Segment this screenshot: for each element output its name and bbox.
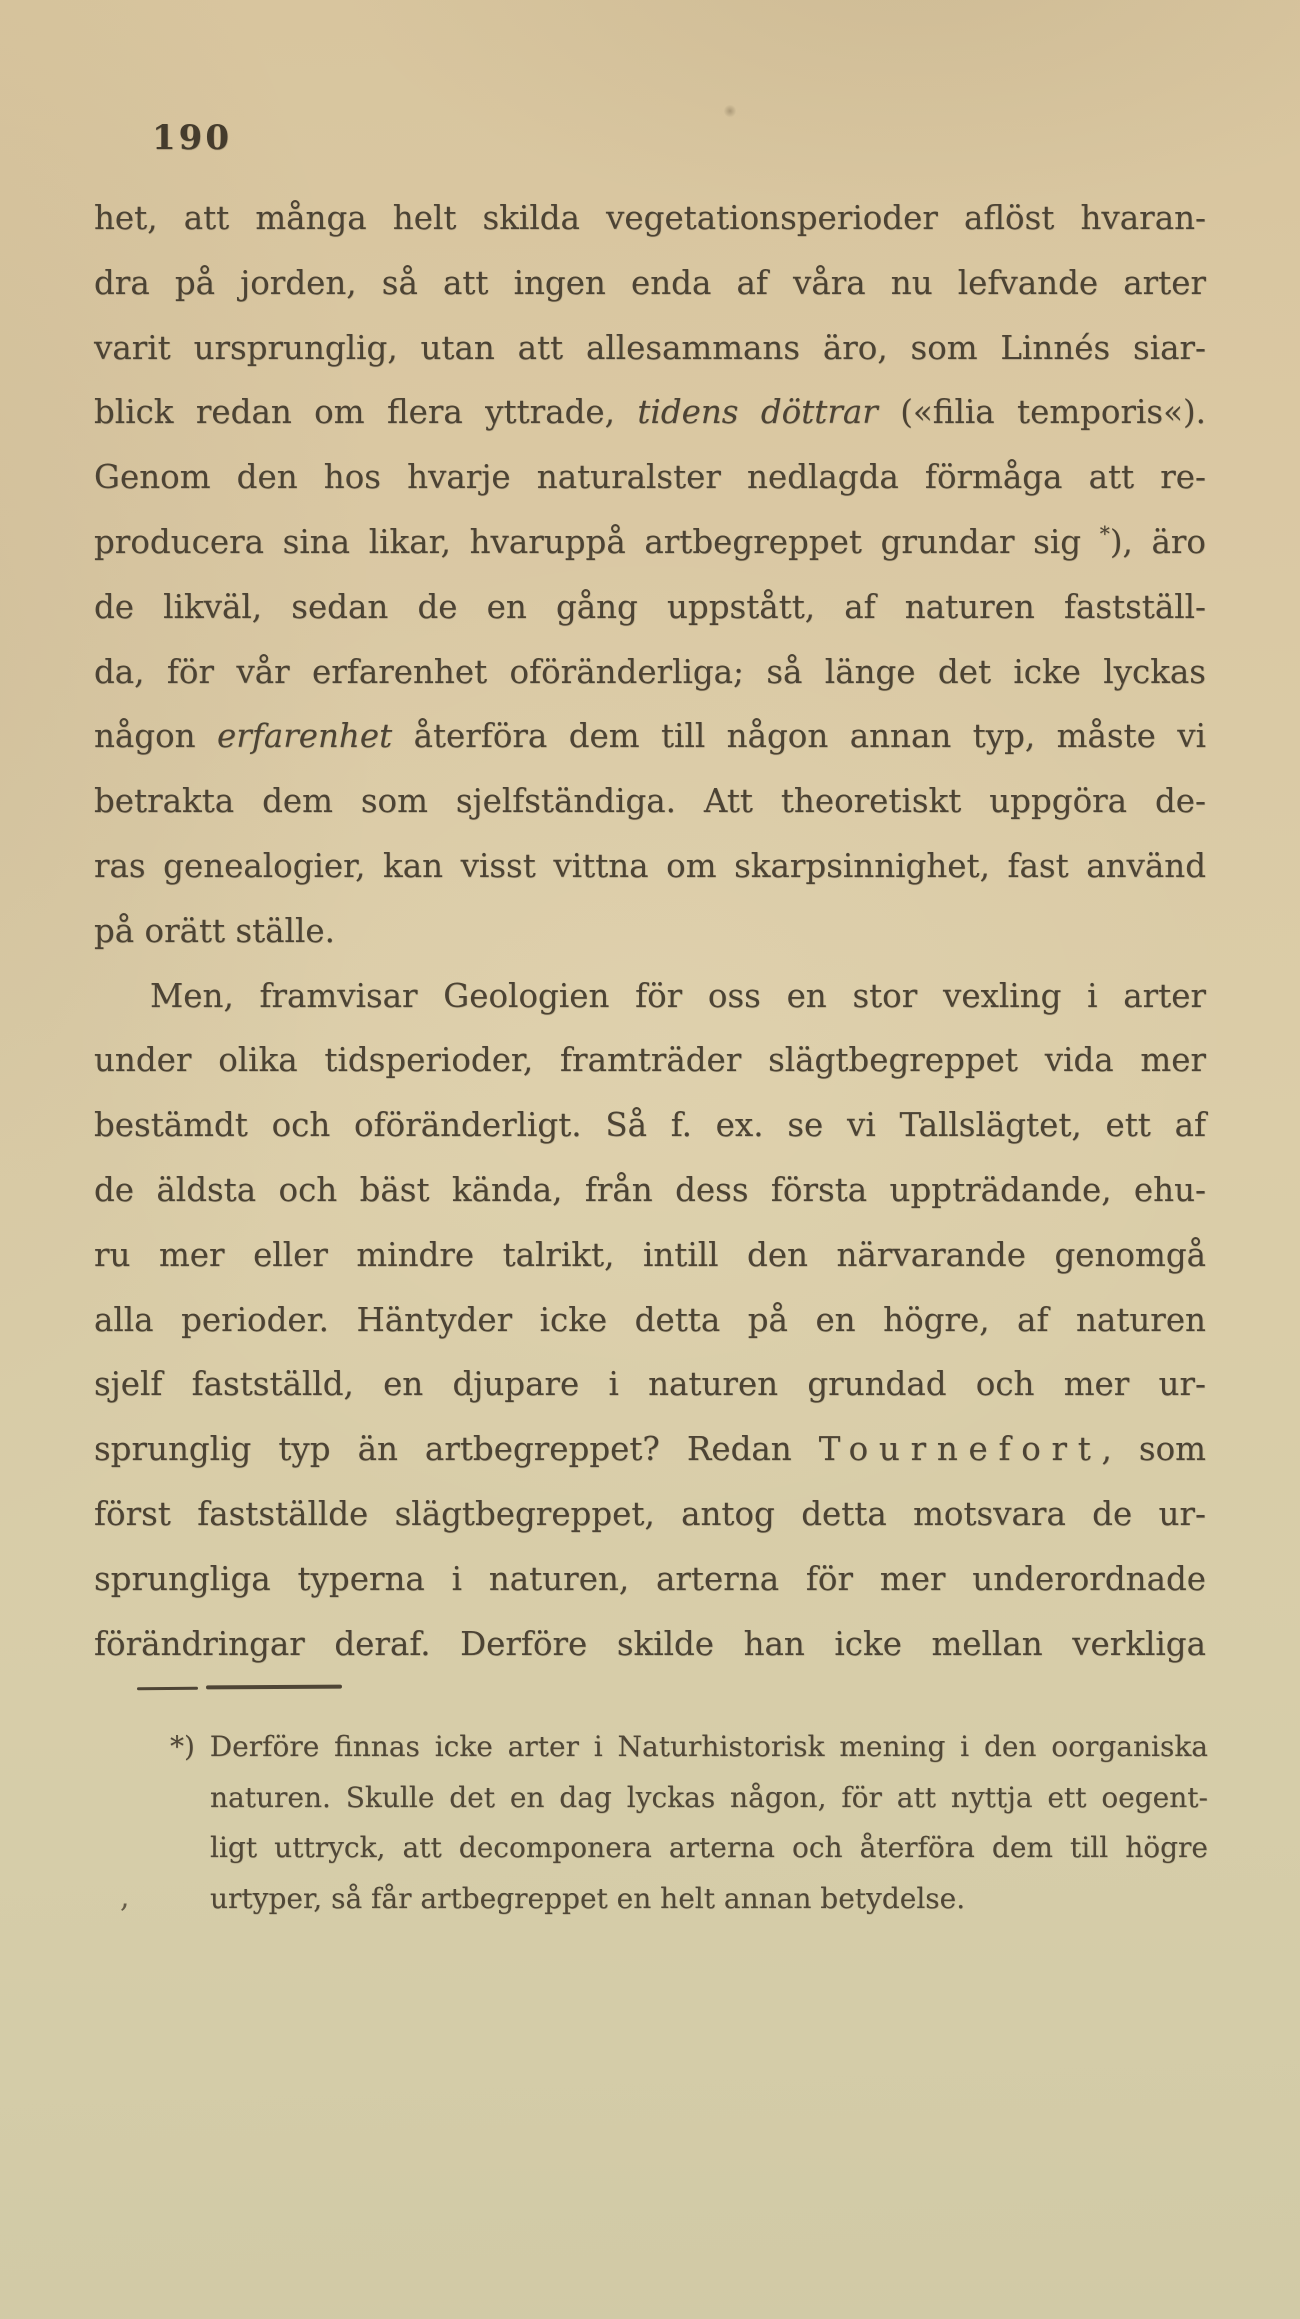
text-line bbox=[94, 316, 1206, 381]
text-segment: bestämdt och oföränderligt. Så f. ex. se vi Tallslägtet, ett af bbox=[94, 1106, 1206, 1145]
text-segment: («filia temporis«). bbox=[877, 393, 1207, 432]
text-segment: , som bbox=[1101, 1430, 1206, 1469]
text-segment: sjelf fastställd, en djupare i naturen grundad och mer ur- bbox=[94, 1365, 1206, 1404]
text-line bbox=[94, 1028, 1206, 1093]
text-line bbox=[94, 769, 1206, 834]
text-segment: alla perioder. Häntyder icke detta på en högre, af naturen bbox=[94, 1300, 1206, 1339]
stray-ink-mark: , bbox=[120, 1880, 130, 1915]
text-segment: urtyper, så får artbegreppet en helt annan betydelse. bbox=[210, 1881, 966, 1915]
text-segment: Genom den hos hvarje naturalster nedlagda förmåga att re- bbox=[94, 458, 1206, 497]
footnote-block bbox=[170, 1722, 1208, 1924]
italic-text: erfarenhet bbox=[217, 717, 393, 756]
text-line bbox=[94, 1547, 1206, 1612]
text-segment: betrakta dem som sjelfständiga. Att theoretiskt uppgöra de- bbox=[94, 782, 1206, 821]
text-line bbox=[94, 1417, 1206, 1482]
text-segment: het, att många helt skilda vegetationsperioder aflöst hvaran- bbox=[94, 199, 1206, 237]
text-line bbox=[94, 1288, 1206, 1353]
text-segment: dra på jorden, så att ingen enda af våra nu lefvande arter bbox=[94, 263, 1206, 302]
text-line bbox=[94, 1482, 1206, 1547]
text-line bbox=[94, 704, 1206, 769]
italic-text: tidens döttrar bbox=[637, 393, 878, 432]
letterspaced-name: Tournefort bbox=[818, 1430, 1102, 1469]
text-line bbox=[94, 964, 1206, 1029]
text-segment: under olika tidsperioder, framträder slägtbegreppet vida mer bbox=[94, 1041, 1206, 1080]
text-segment: sprunglig typ än artbegreppet? Redan bbox=[94, 1430, 819, 1469]
text-line bbox=[94, 251, 1206, 316]
text-line bbox=[94, 1612, 1206, 1677]
text-line bbox=[170, 1823, 1208, 1874]
text-line bbox=[94, 445, 1206, 510]
text-segment: ligt uttryck, att decomponera arterna och återföra dem till högre bbox=[210, 1831, 1208, 1864]
text-segment: blick redan om flera yttrade, bbox=[94, 393, 638, 432]
text-line bbox=[94, 834, 1206, 899]
text-line bbox=[94, 640, 1206, 705]
text-segment: först fastställde slägtbegreppet, antog detta motsvara de ur- bbox=[94, 1494, 1206, 1533]
main-text-block bbox=[94, 186, 1206, 1676]
text-segment: ), äro bbox=[1109, 522, 1206, 561]
text-segment: förändringar deraf. Derföre skilde han icke mellan verkliga bbox=[94, 1624, 1206, 1663]
text-segment: ru mer eller mindre talrikt, intill den närvarande genomgå bbox=[94, 1235, 1206, 1274]
text-segment: ras genealogier, kan visst vittna om skarpsinnighet, fast använd bbox=[94, 846, 1206, 885]
text-segment: *) Derföre finnas icke arter i Naturhistorisk mening i den oorganiska bbox=[170, 1730, 1208, 1763]
footnote-marker: * bbox=[1099, 522, 1110, 547]
text-line bbox=[170, 1773, 1208, 1824]
text-segment: på orätt ställe. bbox=[94, 911, 335, 950]
text-segment: naturen. Skulle det en dag lyckas någon, för att nyttja ett oegent- bbox=[210, 1780, 1208, 1814]
text-line bbox=[94, 380, 1206, 445]
text-segment: producera sina likar, hvaruppå artbegreppet grundar sig bbox=[94, 522, 1100, 561]
footnote-separator-rule bbox=[206, 1685, 342, 1690]
text-line bbox=[94, 575, 1206, 640]
text-line bbox=[94, 1158, 1206, 1223]
text-line bbox=[94, 1352, 1206, 1417]
text-segment: återföra dem till någon annan typ, måste vi bbox=[392, 717, 1206, 756]
text-line bbox=[170, 1722, 1208, 1773]
page-number: 190 bbox=[152, 118, 232, 158]
text-segment: varit ursprunglig, utan att allesammans äro, som Linnés siar- bbox=[94, 328, 1206, 367]
text-segment: da, för vår erfarenhet oföränderliga; så länge det icke lyckas bbox=[94, 652, 1206, 691]
text-line bbox=[94, 186, 1206, 251]
text-segment: de äldsta och bäst kända, från dess första uppträdande, ehu- bbox=[94, 1170, 1206, 1209]
text-line bbox=[94, 899, 1206, 964]
text-line bbox=[94, 510, 1206, 575]
text-segment: de likväl, sedan de en gång uppstått, af naturen fastställ- bbox=[94, 587, 1206, 626]
footnote-separator-rule bbox=[137, 1687, 198, 1691]
scan-speck bbox=[724, 104, 736, 118]
text-line bbox=[94, 1093, 1206, 1158]
text-segment: någon bbox=[94, 717, 218, 756]
text-line bbox=[170, 1874, 1208, 1925]
text-line bbox=[94, 1223, 1206, 1288]
text-segment: sprungliga typerna i naturen, arterna för mer underordnade bbox=[94, 1559, 1206, 1598]
text-segment: Men, framvisar Geologien för oss en stor vexling i arter bbox=[150, 976, 1206, 1015]
